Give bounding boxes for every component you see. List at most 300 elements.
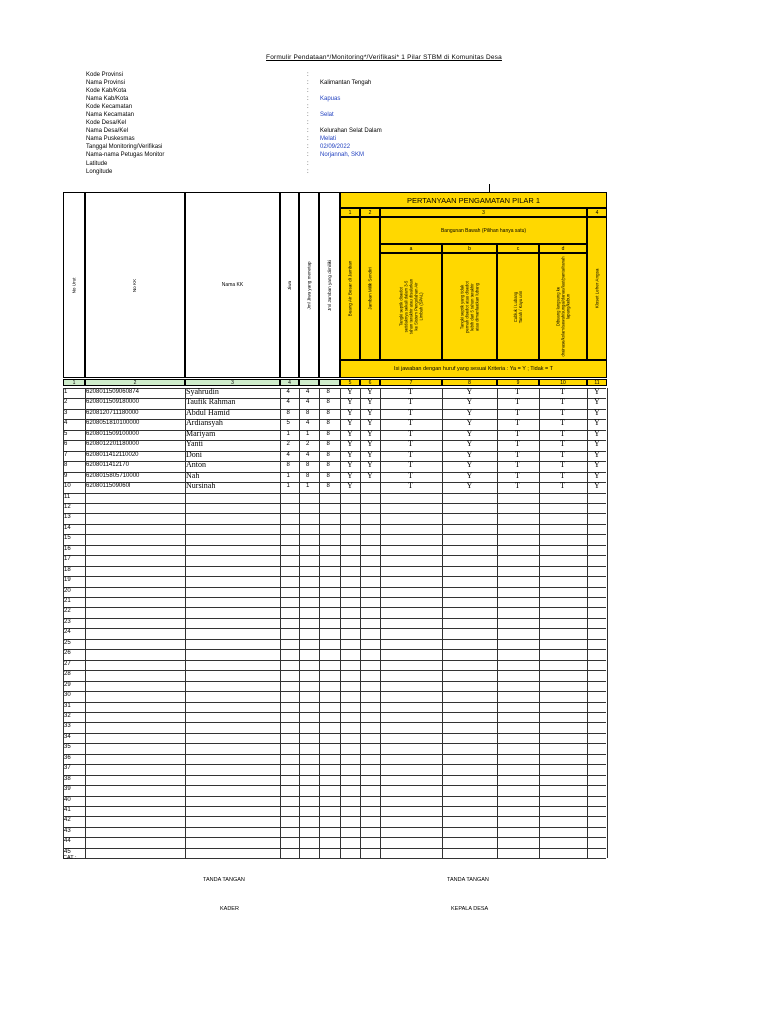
table-cell-no: 7 (64, 451, 68, 458)
info-colon: : (307, 128, 309, 135)
info-label: Kode Kecamatan (86, 104, 133, 111)
bangunan-bawah: Bangunan Bawah (Pilihan hanya satu) (380, 217, 587, 244)
header-q2-label: Jamban Milik Sendiri (367, 267, 373, 310)
row-number: 44 (64, 838, 71, 845)
table-cell-memiliki: 8 (326, 483, 330, 490)
grid-row-line (63, 440, 606, 441)
grid-row-line (63, 702, 606, 703)
table-cell-a: T (408, 397, 413, 407)
column-number (299, 379, 319, 386)
table-cell-menetap: 8 (306, 409, 310, 416)
column-number: 7 (380, 379, 442, 386)
grid-row-line (63, 816, 606, 817)
row-number: 12 (64, 503, 71, 510)
table-cell-kk: 6208120711180000 (86, 409, 139, 416)
table-cell-jiwa: 5 (286, 420, 290, 427)
table-cell-jiwa: 4 (286, 389, 290, 395)
header-q2 (360, 217, 380, 360)
info-value: Kapuas (320, 96, 341, 103)
grid-row-line (63, 827, 606, 828)
table-cell-kk: 6208011412110020 (86, 451, 139, 458)
info-colon: : (307, 152, 309, 159)
info-colon: : (307, 112, 309, 119)
table-cell-e: Y (594, 418, 600, 428)
info-label: Latitude (86, 160, 108, 167)
grid-row-line (63, 545, 606, 546)
grid-row-line (63, 796, 606, 797)
table-cell-b: Y (466, 418, 473, 428)
table-cell-c2: Y (367, 428, 373, 438)
info-colon: : (307, 144, 309, 151)
row-number: 16 (64, 545, 71, 552)
grid-row-line (63, 472, 606, 473)
header-no-urut (63, 192, 85, 378)
grid-col-line (607, 388, 608, 858)
grid-row-line (63, 503, 606, 504)
grid-col-line (319, 388, 320, 858)
table-cell-b: Y (466, 387, 473, 396)
table-cell-b: Y (466, 428, 473, 438)
row-number: 17 (64, 556, 71, 563)
table-cell-c: T (515, 428, 520, 438)
header-jml-menetap-label: Jml Jiwa yang menetap (306, 260, 312, 310)
table-cell-menetap: 4 (306, 399, 310, 406)
grid-row-line (63, 681, 606, 682)
table-cell-a: T (408, 387, 413, 396)
grid-row-line (63, 722, 606, 723)
info-label: Tanggal Monitoring/Verifikasi (86, 144, 163, 151)
table-cell-no: 9 (64, 472, 68, 479)
grid-row-line (63, 566, 606, 567)
row-number: 39 (64, 786, 71, 793)
column-number: 9 (497, 379, 539, 386)
num-2: 2 (360, 208, 380, 217)
header-qc (497, 253, 539, 360)
table-cell-memiliki: 8 (326, 462, 330, 469)
info-colon: : (307, 104, 309, 111)
row-number: 23 (64, 618, 71, 625)
table-cell-c: T (515, 439, 520, 449)
table-cell-c1: Y (347, 418, 353, 428)
row-number: 27 (64, 660, 71, 667)
table-cell-c2: Y (367, 387, 373, 396)
info-label: Nama-nama Petugas Monitor (86, 152, 165, 159)
column-number: 8 (442, 379, 497, 386)
table-cell-jiwa: 4 (286, 399, 290, 406)
grid-row-line (63, 493, 606, 494)
grid-row-line (63, 660, 606, 661)
row-number: 35 (64, 744, 71, 751)
table-cell-kk: 6208051810100000 (86, 420, 140, 427)
table-cell-b: Y (466, 449, 473, 459)
table-cell-c2: Y (367, 449, 373, 459)
header-qb-label: Tangki septik yang tidak pernah disedot atau disedot lebih dari 5 tahun terakhir atau dimanfaatkan lubang (459, 280, 480, 333)
sub-d: d (539, 244, 587, 253)
column-number: 5 (340, 379, 360, 386)
table-cell-no: 5 (64, 430, 68, 437)
table-cell-jiwa: 1 (286, 483, 290, 490)
info-value: Kalimantan Tengah (320, 80, 372, 87)
table-cell-menetap: 1 (306, 430, 310, 437)
table-cell-jiwa: 2 (286, 441, 290, 448)
table-cell-d: T (560, 428, 565, 438)
grid-row-line (63, 388, 606, 389)
grid-row-line (63, 733, 606, 734)
table-cell-c1: Y (347, 397, 353, 407)
row-number: 37 (64, 765, 71, 772)
table-cell-nama: Nah (186, 470, 200, 480)
table-cell-menetap: 4 (306, 451, 310, 458)
header-q1 (340, 217, 360, 360)
table-cell-e: Y (594, 428, 600, 438)
ttd-left: TANDA TANGAN (203, 877, 245, 883)
row-number: 28 (64, 671, 71, 678)
grid-row-line (63, 639, 606, 640)
info-label: Nama Desa/Kel (86, 128, 129, 135)
grid-row-line (63, 398, 606, 399)
header-jiwa-label: Jiwa (286, 280, 292, 290)
table-cell-jiwa: 4 (286, 451, 290, 458)
grid-row-line (63, 461, 606, 462)
table-cell-no: 6 (64, 441, 68, 448)
row-number: 19 (64, 577, 71, 584)
info-value: Norjannah, SKM (320, 152, 365, 159)
grid-row-line (63, 764, 606, 765)
grid-col-line (299, 388, 300, 858)
table-cell-memiliki: 8 (326, 399, 330, 406)
table-cell-c: T (515, 397, 520, 407)
table-cell-kk: 6208011412170 (86, 462, 129, 469)
table-cell-kk: 6208011509060874 (86, 389, 139, 395)
table-cell-d: T (560, 418, 565, 428)
table-cell-no: 3 (64, 409, 68, 416)
table-cell-no: 1 (64, 389, 68, 395)
table-cell-a: T (408, 439, 413, 449)
grid-row-line (63, 785, 606, 786)
header-qa (380, 253, 442, 360)
table-cell-nama: Doni (186, 449, 202, 459)
row-number: 33 (64, 723, 71, 730)
header-jiwa (280, 192, 299, 378)
table-cell-a: T (408, 460, 413, 470)
info-label: Nama Kecamatan (86, 112, 135, 119)
num-1: 1 (340, 208, 360, 217)
header-no-kk (85, 192, 185, 378)
grid-row-line (63, 754, 606, 755)
info-label: Kode Kab/Kota (86, 88, 127, 95)
table-cell-e: Y (594, 470, 600, 480)
table-cell-jiwa: 8 (286, 462, 290, 469)
grid-col-line (360, 388, 361, 858)
grid-row-line (63, 513, 606, 514)
table-cell-c1: Y (347, 387, 353, 396)
grid-row-line (63, 419, 606, 420)
table-cell-kk: 6208011509060I (86, 483, 131, 490)
table-cell-c: T (515, 481, 520, 491)
row-number: 24 (64, 629, 71, 636)
table-cell-c: T (515, 449, 520, 459)
row-number: 20 (64, 587, 71, 594)
grid-row-line (63, 618, 606, 619)
header-q4-label: Kloset Leher Angsa (594, 268, 600, 309)
grid-row-line (63, 430, 606, 431)
row-number: 22 (64, 608, 71, 615)
table-cell-memiliki: 8 (326, 441, 330, 448)
grid-col-line (539, 388, 540, 858)
table-cell-no: 10 (64, 483, 71, 490)
header-jml-menetap (299, 192, 319, 378)
info-colon: : (307, 80, 309, 87)
sub-b: b (442, 244, 497, 253)
grid-row-line (63, 607, 606, 608)
instruction: Isi jawaban dengan huruf yang sesuai Kriteria : Ya = Y ; Tidak = T (340, 360, 607, 378)
grid-row-line (63, 451, 606, 452)
table-cell-menetap: 2 (306, 441, 310, 448)
info-colon: : (307, 72, 309, 78)
table-cell-e: Y (594, 481, 600, 491)
grid-row-line (63, 576, 606, 577)
info-colon: : (307, 96, 309, 103)
row-number: 11 (64, 493, 71, 500)
table-cell-c: T (515, 460, 520, 470)
grid-row-line (63, 555, 606, 556)
info-label: Longitude (86, 168, 113, 175)
table-cell-d: T (560, 449, 565, 459)
table-cell-e: Y (594, 460, 600, 470)
table-cell-d: T (560, 460, 565, 470)
table-cell-a: T (408, 449, 413, 459)
table-cell-nama: Yanti (186, 439, 203, 449)
grid-row-line (63, 743, 606, 744)
table-cell-kk: 6208012201180000 (86, 441, 139, 448)
table-cell-b: Y (466, 460, 473, 470)
table-cell-nama: Anton (186, 460, 206, 470)
table-cell-menetap: 4 (306, 389, 310, 395)
kader-label: KADER (220, 906, 239, 912)
grid-row-line (63, 534, 606, 535)
table-cell-a: T (408, 428, 413, 438)
table-cell-jiwa: 1 (286, 430, 290, 437)
table-cell-b: Y (466, 407, 473, 417)
row-number: 29 (64, 681, 71, 688)
table-cell-c1: Y (347, 460, 353, 470)
info-colon: : (307, 160, 309, 167)
table-cell-menetap: 4 (306, 420, 310, 427)
header-jml-memiliki (319, 192, 340, 378)
grid-col-line (380, 388, 381, 858)
table-cell-e: Y (594, 439, 600, 449)
table-cell-c2: Y (367, 439, 373, 449)
header-qd-label: Dibuang langsung ke drainase/kolam/sawah/sungai/danau/laut/pantai/tanah lapang/kebun (555, 256, 571, 357)
table-cell-c: T (515, 407, 520, 417)
grid-row-line (63, 587, 606, 588)
table-cell-memiliki: 8 (326, 472, 330, 479)
table-cell-c2: Y (367, 397, 373, 407)
header-qa-label: Tangki septik disedot setidaknya sekali dalam 3-5 tahun terakhir atau disalurkan ke Sistem Pengolahan Air Limbah (SPAL) (398, 278, 424, 335)
column-number: 11 (587, 379, 607, 386)
table-cell-b: Y (466, 470, 473, 480)
table-cell-jiwa: 8 (286, 409, 290, 416)
info-label: Kode Provinsi (86, 72, 124, 78)
table-cell-a: T (408, 407, 413, 417)
table-cell-c2: Y (367, 460, 373, 470)
row-number: 21 (64, 598, 71, 604)
table-cell-c1: Y (347, 407, 353, 417)
grid-col-line (340, 388, 341, 858)
table-cell-kk: 6208011509180000 (86, 399, 139, 406)
table-cell-e: Y (594, 387, 600, 396)
table-cell-nama: Syahrudin (186, 387, 219, 396)
info-value: Selat (320, 112, 334, 119)
header-qc-label: Cubluk / Lubang Tanah / Kayu urin (513, 290, 523, 323)
grid-row-line (63, 597, 606, 598)
info-colon: : (307, 88, 309, 95)
table-cell-c2: Y (367, 407, 373, 417)
table-cell-kk: 6208011509100000 (86, 430, 139, 437)
sub-a: a (380, 244, 442, 253)
table-cell-e: Y (594, 397, 600, 407)
row-number: 25 (64, 639, 71, 646)
row-number: 42 (64, 817, 71, 824)
kepala-desa-label: KEPALA DESA (451, 906, 489, 912)
grid-row-line (63, 837, 606, 838)
row-number: 43 (64, 827, 71, 834)
table-cell-nama: Ardiansyah (186, 418, 223, 428)
form-title: Formulir Pendataan*/Monitoring*/Verifikasi* 1 Pilar STBM di Komunitas Desa (266, 54, 502, 61)
row-number: 41 (64, 807, 71, 813)
table-cell-a: T (408, 418, 413, 428)
info-value: Kelurahan Selat Dalam (320, 128, 382, 135)
header-nama-kk (185, 192, 280, 378)
table-cell-jiwa: 1 (286, 472, 290, 479)
table-cell-nama: Mariyam (186, 428, 216, 438)
table-cell-a: T (408, 481, 413, 491)
column-number: 1 (63, 379, 85, 386)
ttd-right: TANDA TANGAN (447, 877, 489, 883)
row-number: 26 (64, 650, 71, 657)
row-number: 30 (64, 692, 71, 699)
table-cell-c1: Y (347, 428, 353, 438)
info-label: Nama Provinsi (86, 80, 126, 87)
grid-row-line (63, 806, 606, 807)
info-label: Kode Desa/Kel (86, 120, 127, 127)
row-number: 40 (64, 796, 71, 803)
table-cell-memiliki: 8 (326, 389, 330, 395)
header-jml-memiliki-label: Jml Jamban yang dimiliki (327, 259, 332, 311)
grid-row-line (63, 649, 606, 650)
grid-col-line (280, 388, 281, 858)
grid-row-line (63, 628, 606, 629)
table-cell-c2: Y (367, 418, 373, 428)
table-cell-d: T (560, 397, 565, 407)
table-cell-memiliki: 8 (326, 451, 330, 458)
table-cell-b: Y (466, 397, 473, 407)
row-number: 38 (64, 775, 71, 782)
info-colon: : (307, 136, 309, 143)
table-cell-a: T (408, 470, 413, 480)
header-qd (539, 253, 587, 360)
table-cell-memiliki: 8 (326, 420, 330, 427)
grid-row-line (63, 858, 606, 859)
grid-col-line (497, 388, 498, 858)
column-number: 10 (539, 379, 587, 386)
cat-label: CAT : (63, 855, 77, 861)
table-cell-menetap: 8 (306, 462, 310, 469)
table-cell-nama: Abdul Hamid (186, 407, 230, 417)
table-cell-b: Y (466, 481, 473, 491)
table-cell-e: Y (594, 407, 600, 417)
info-label: Nama Puskesmas (86, 136, 135, 143)
table-cell-b: Y (466, 439, 473, 449)
grid-col-line (442, 388, 443, 858)
table-cell-d: T (560, 439, 565, 449)
row-number: 36 (64, 754, 71, 761)
grid-row-line (63, 848, 606, 849)
table-cell-c: T (515, 418, 520, 428)
table-cell-d: T (560, 470, 565, 480)
row-number: 13 (64, 514, 71, 521)
grid-row-line (63, 691, 606, 692)
header-qb (442, 253, 497, 360)
column-number: 3 (185, 379, 280, 386)
pilar-title: PERTANYAAN PENGAMATAN PILAR 1 (340, 192, 607, 208)
table-cell-d: T (560, 407, 565, 417)
info-colon: : (307, 120, 309, 127)
table-cell-d: T (560, 481, 565, 491)
sub-c: c (497, 244, 539, 253)
table-cell-c: T (515, 387, 520, 396)
table-cell-c1: Y (347, 439, 353, 449)
table-cell-memiliki: 8 (326, 409, 330, 416)
table-cell-no: 8 (64, 462, 68, 469)
table-cell-nama: Nursinah (186, 481, 216, 491)
row-number: 45 (64, 848, 71, 855)
table-cell-kk: 6208015805710000 (86, 472, 140, 479)
header-no-kk-label: No KK (132, 278, 138, 292)
header-no-urut-label: No Urut (71, 277, 77, 293)
table-cell-e: Y (594, 449, 600, 459)
num-4: 4 (587, 208, 607, 217)
header-q4 (587, 217, 607, 360)
info-label: Nama Kab/Kota (86, 96, 129, 103)
info-value: Melati (320, 136, 337, 143)
column-number: 2 (85, 379, 185, 386)
table-cell-nama: Taufik Rahman (186, 397, 236, 407)
grid-col-line (587, 388, 588, 858)
row-number: 34 (64, 733, 71, 740)
row-number: 31 (64, 702, 71, 709)
row-number: 15 (64, 535, 71, 542)
column-number: 6 (360, 379, 380, 386)
grid-row-line (63, 670, 606, 671)
table-cell-memiliki: 8 (326, 430, 330, 437)
info-value: 02/09/2022 (320, 144, 351, 151)
header-nama-kk-label: Nama KK (221, 282, 244, 288)
row-number: 18 (64, 566, 71, 573)
grid-row-line (63, 409, 606, 410)
grid-row-line (63, 482, 606, 483)
row-number: 14 (64, 524, 71, 531)
table-cell-d: T (560, 387, 565, 396)
table-cell-no: 4 (64, 420, 68, 427)
table-cell-no: 2 (64, 399, 68, 406)
num-3: 3 (380, 208, 587, 217)
table-cell-c1: Y (347, 449, 353, 459)
table-cell-c1: Y (347, 470, 353, 480)
table-cell-menetap: 1 (306, 483, 310, 490)
table-cell-c: T (515, 470, 520, 480)
table-cell-menetap: 8 (306, 472, 310, 479)
